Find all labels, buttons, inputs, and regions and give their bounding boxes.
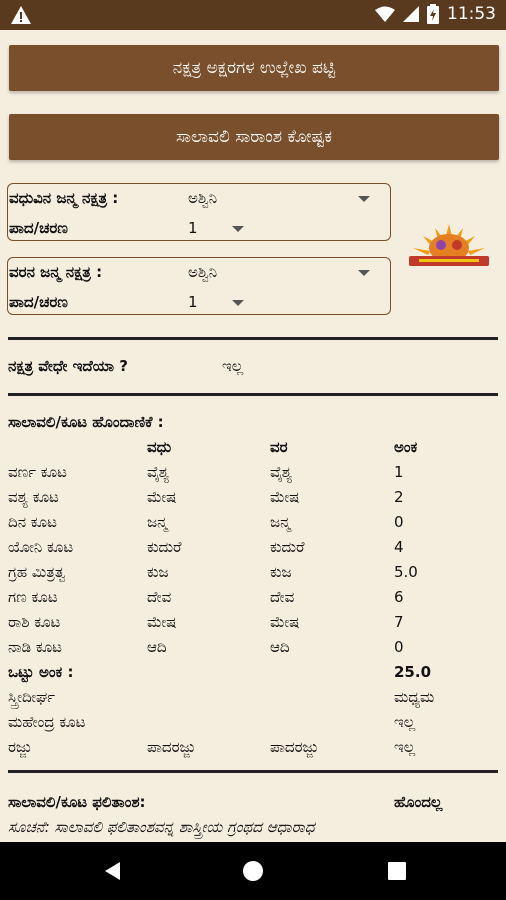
clock: 11:53	[447, 4, 496, 24]
extra-name: ಸ್ತ್ರೀದೀರ್ಘ	[8, 688, 56, 706]
bride-pada-select[interactable]: 1	[188, 219, 198, 237]
koota-groom: ಕುಜ	[270, 563, 292, 581]
header-bride: ವಧು	[147, 438, 172, 456]
koota-bride: ಮೇಷ	[147, 488, 177, 506]
result-note: ಸೂಚನೆ: ಸಾಲಾವಲಿ ಫಲಿತಾಂಶವನ್ನ ಶಾಸ್ತ್ರೀಯ ಗ್ರಂಥದ ಆಧಾರಾಧ	[8, 818, 315, 836]
extra-name: ರಜ್ಜು	[8, 738, 32, 756]
koota-groom: ವೈಶ್ಯ	[270, 463, 293, 481]
header-groom: ವರ	[270, 438, 288, 456]
summary-table-button[interactable]: ಸಾಲಾವಲಿ ಸಾರಾಂಶ ಕೋಷ್ಟಕ	[9, 114, 499, 160]
groom-pada-label: ಪಾದ/ಚರಣ	[9, 293, 68, 311]
groom-selection	[7, 257, 391, 315]
extra-name: ಮಹೇಂದ್ರ ಕೂಟ	[8, 713, 86, 731]
back-icon[interactable]	[102, 860, 124, 882]
extra-groom: ಪಾದರಜ್ಜು	[270, 738, 319, 756]
home-icon[interactable]	[242, 860, 264, 882]
koota-score: 7	[394, 613, 404, 631]
bride-pada-label: ಪಾದ/ಚರಣ	[9, 219, 68, 237]
koota-score: 4	[394, 538, 404, 556]
koota-score: 2	[394, 488, 404, 506]
bride-selection	[7, 183, 391, 241]
koota-score: 0	[394, 513, 404, 531]
chevron-down-icon[interactable]	[358, 270, 370, 276]
groom-nakshatra-row	[8, 260, 390, 286]
koota-score: 1	[394, 463, 404, 481]
koota-bride: ಮೇಷ	[147, 613, 177, 631]
divider	[8, 770, 498, 773]
koota-score: 5.0	[394, 563, 418, 581]
warning-icon	[10, 5, 32, 25]
koota-name: ರಾಶಿ ಕೂಟ	[8, 613, 61, 631]
koota-score: 6	[394, 588, 404, 606]
groom-pada-select[interactable]: 1	[188, 293, 198, 311]
koota-bride: ದೇವ	[147, 588, 172, 606]
koota-groom: ಕುದುರೆ	[270, 538, 305, 556]
navigation-bar	[0, 842, 506, 900]
wifi-icon	[375, 6, 395, 22]
status-bar	[0, 0, 506, 30]
bride-nakshatra-select[interactable]: ಅಶ್ವಿನಿ	[188, 189, 218, 207]
bride-nakshatra-row	[8, 186, 390, 212]
app-logo	[405, 220, 493, 272]
koota-bride: ವೈಶ್ಯ	[147, 463, 170, 481]
total-value: 25.0	[394, 663, 432, 681]
koota-name: ಗಣ ಕೂಟ	[8, 588, 58, 606]
koota-name: ಗ್ರಹ ಮಿತ್ರತ್ವ	[8, 563, 66, 581]
divider	[8, 337, 498, 340]
vedha-label: ನಕ್ಷತ್ರ ವೇಧೇ ಇದೆಯಾ ?	[8, 357, 128, 375]
koota-bride: ಜನ್ಮ	[147, 513, 168, 531]
divider	[8, 393, 498, 396]
bride-pada-row	[8, 216, 390, 242]
extra-score: ಮಧ್ಯಮ	[394, 688, 435, 706]
koota-bride: ಆದಿ	[147, 638, 167, 656]
koota-groom: ಮೇಷ	[270, 488, 300, 506]
koota-bride: ಕುದುರೆ	[147, 538, 182, 556]
result-label: ಸಾಲಾವಲಿ/ಕೂಟ ಫಲಿತಾಂಶ:	[8, 793, 146, 811]
koota-name: ವಶ್ಯ ಕೂಟ	[8, 488, 59, 506]
koota-name: ಯೋನಿ ಕೂಟ	[8, 538, 74, 556]
chevron-down-icon[interactable]	[358, 196, 370, 202]
signal-icon	[403, 6, 419, 22]
total-label: ಒಟ್ಟು ಅಂಕ :	[8, 663, 74, 681]
bride-nakshatra-label: ವಧುವಿನ ಜನ್ಮ ನಕ್ಷತ್ರ :	[9, 189, 119, 207]
koota-name: ವರ್ಣ ಕೂಟ	[8, 463, 67, 481]
battery-icon	[427, 4, 439, 24]
koota-name: ದಿನ ಕೂಟ	[8, 513, 57, 531]
koota-score: 0	[394, 638, 404, 656]
extra-score: ಇಲ್ಲ	[394, 738, 416, 756]
recents-icon[interactable]	[386, 860, 408, 882]
groom-nakshatra-label: ವರನ ಜನ್ಮ ನಕ್ಷತ್ರ :	[9, 263, 103, 281]
extra-bride: ಪಾದರಜ್ಜು	[147, 738, 196, 756]
chevron-down-icon[interactable]	[232, 226, 244, 232]
koota-groom: ಆದಿ	[270, 638, 290, 656]
koota-title: ಸಾಲಾವಲಿ/ಕೂಟ ಹೊಂದಾಣಿಕೆ :	[8, 413, 164, 431]
nakshatra-table-button[interactable]: ನಕ್ಷತ್ರ ಅಕ್ಷರಗಳ ಉಲ್ಲೇಖ ಪಟ್ಟಿ	[9, 45, 499, 91]
groom-nakshatra-select[interactable]: ಅಶ್ವಿನಿ	[188, 263, 218, 281]
koota-groom: ಮೇಷ	[270, 613, 300, 631]
koota-name: ನಾಡಿ ಕೂಟ	[8, 638, 62, 656]
header-score: ಅಂಕ	[394, 438, 418, 456]
koota-groom: ಜನ್ಮ	[270, 513, 291, 531]
koota-groom: ದೇವ	[270, 588, 295, 606]
koota-bride: ಕುಜ	[147, 563, 169, 581]
chevron-down-icon[interactable]	[232, 300, 244, 306]
vedha-value: ಇಲ್ಲ	[222, 357, 244, 375]
groom-pada-row	[8, 290, 390, 316]
extra-score: ಇಲ್ಲ	[394, 713, 416, 731]
result-value: ಹೊಂದಲ್ಲ	[394, 793, 443, 811]
